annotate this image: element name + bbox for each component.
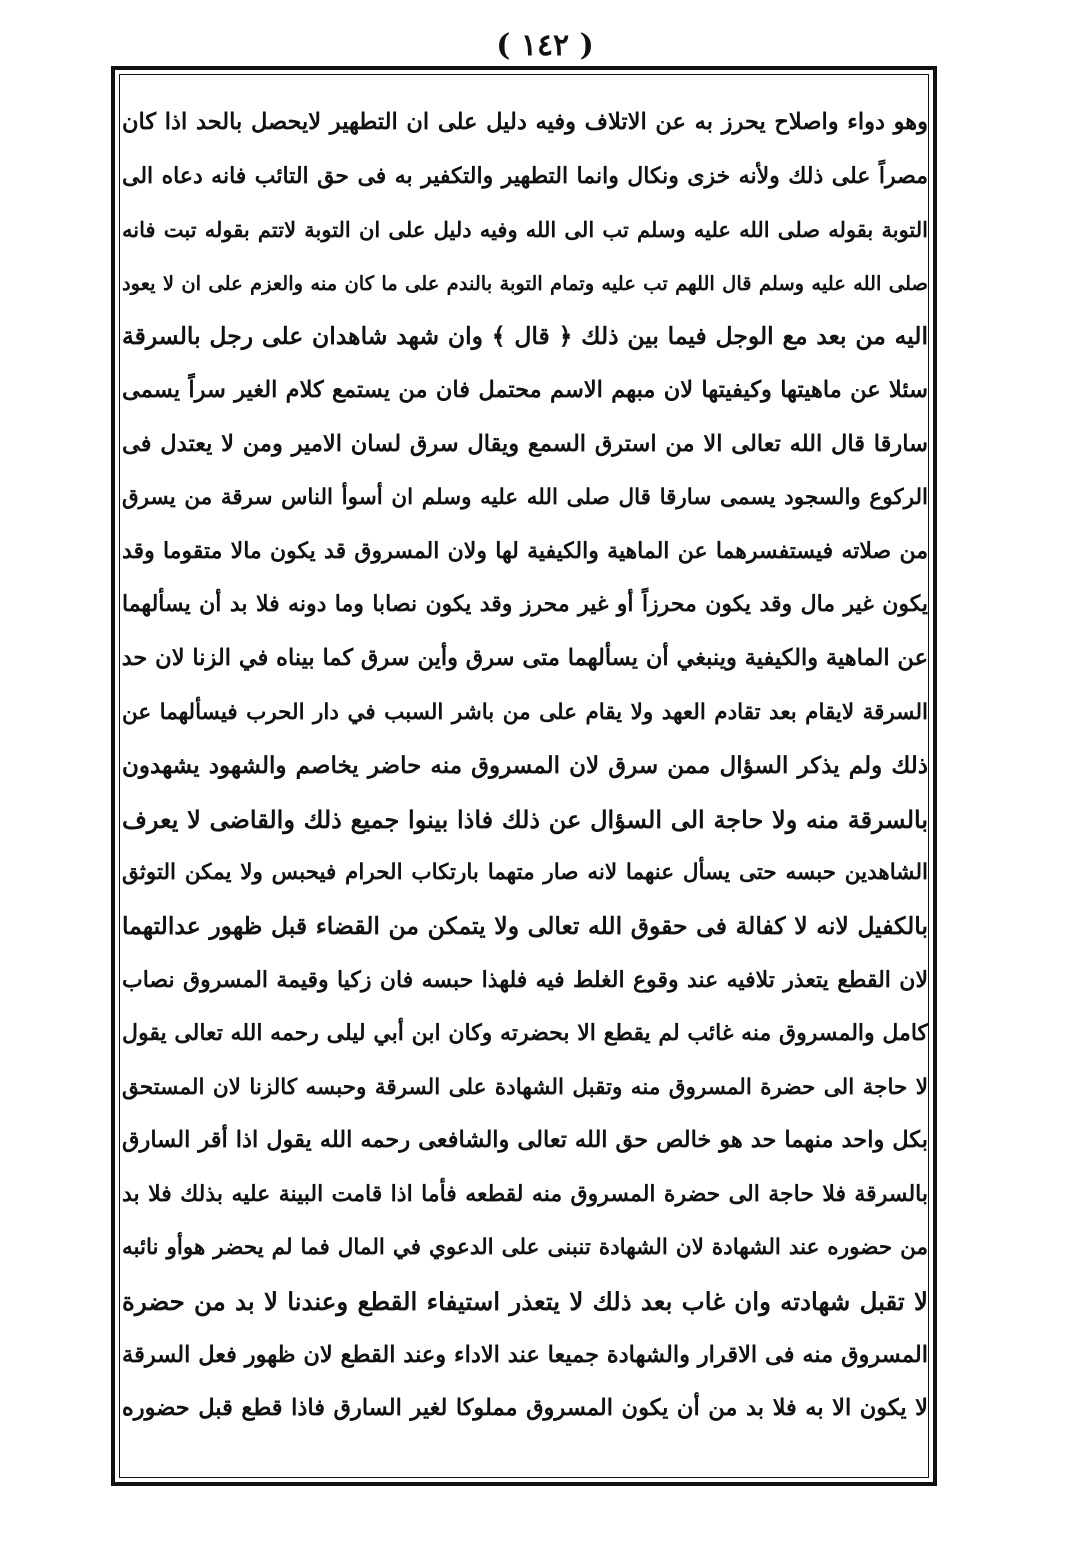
text-line: الركوع والسجود يسمى سارقا قال صلى الله عليه وسلم ان أسوأ الناس سرقة من يسرق	[122, 485, 928, 511]
text-line: لان القطع يتعذر تلافيه عند وقوع الغلط فيه فلهذا حبسه فان زكيا وقيمة المسروق نصاب	[122, 966, 928, 993]
text-line: الشاهدين حبسه حتى يسأل عنهما لانه صار متهما بارتكاب الحرام فيحبس ولا يمكن التوثق	[122, 860, 928, 886]
text-line: المسروق منه فى الاقرار والشهادة جميعا عند الاداء وعند القطع لان ظهور فعل السرقة	[122, 1341, 928, 1368]
text-line: اليه من بعد مع الوجل فيما بين ذلك ﴿ قال ﴾ وان شهد شاهدان على رجل بالسرقة	[122, 322, 928, 351]
text-line: بالكفيل لانه لا كفالة فى حقوق الله تعالى ولا يتمكن من القضاء قبل ظهور عدالتهما	[122, 911, 928, 940]
text-line: صلى الله عليه وسلم قال اللهم تب عليه وتمام التوبة بالندم على ما كان منه والعزم على ان لا يعود	[122, 271, 928, 295]
text-line: لا يكون الا به فلا بد من أن يكون المسروق مملوكا لغير السارق فاذا قطع قبل حضوره	[122, 1395, 928, 1422]
text-line: وهو دواء واصلاح يحرز به عن الاتلاف وفيه دليل على ان التطهير لايحصل بالحد اذا كان	[122, 109, 928, 135]
text-line: بكل واحد منهما حد هو خالص حق الله تعالى والشافعى رحمه الله يقول اذا أقر السارق	[122, 1127, 928, 1154]
text-line: السرقة لايقام بعد تقادم العهد ولا يقام على من باشر السبب في دار الحرب فيسألهما عن	[122, 699, 928, 725]
text-line: من صلاته فيستفسرهما عن الماهية والكيفية لها ولان المسروق قد يكون مالا متقوما وقد	[122, 537, 928, 564]
text-line: من حضوره عند الشهادة لان الشهادة تنبنى على الدعوي في المال فما لم يحضر هوأو نائبه	[122, 1235, 928, 1261]
text-line: يكون غير مال وقد يكون محرزاً أو غير محرز وقد يكون نصابا وما دونه فلا بد أن يسألهما	[122, 591, 928, 618]
text-line: سارقا قال الله تعالى الا من استرق السمع ويقال سرق لسان الامير ومن لا يعتدل فى	[122, 430, 928, 457]
text-line: سئلا عن ماهيتها وكيفيتها لان مبهم الاسم محتمل فان من يستمع كلام الغير سراً يسمى	[122, 376, 928, 403]
text-line: مصراً على ذلك ولأنه خزى ونكال وانما التطهير والتكفير به فى حق التائب فانه دعاه الى	[122, 162, 928, 189]
text-line: لا تقبل شهادته وان غاب بعد ذلك لا يتعذر استيفاء القطع وعندنا لا بد من حضرة	[122, 1287, 928, 1317]
body-text	[122, 96, 928, 1476]
text-line: عن الماهية والكيفية وينبغي أن يسألهما متى سرق وأين سرق كما بيناه في الزنا لان حد	[122, 644, 928, 671]
text-line: ذلك ولم يذكر السؤال ممن سرق لان المسروق منه حاضر يخاصم والشهود يشهدون	[122, 752, 928, 780]
text-line: كامل والمسروق منه غائب لم يقطع الا بحضرته وكان ابن أبي ليلى رحمه الله تعالى يقول	[122, 1020, 928, 1047]
text-line: بالسرقة منه ولا حاجة الى السؤال عن ذلك فاذا بينوا جميع ذلك والقاضى لا يعرف	[122, 804, 928, 834]
text-line: التوبة بقوله صلى الله عليه وسلم تب الى الله وفيه دليل على ان التوبة لاتتم بقوله تبت فانه	[122, 217, 928, 243]
text-line: بالسرقة فلا حاجة الى حضرة المسروق منه لقطعه فأما اذا قامت البينة عليه بذلك فلا بد	[122, 1180, 928, 1207]
page-number: ( ١٤٢ )	[496, 28, 594, 63]
text-line: لا حاجة الى حضرة المسروق منه وتقبل الشهادة على السرقة وحبسه كالزنا لان المستحق	[122, 1074, 928, 1100]
